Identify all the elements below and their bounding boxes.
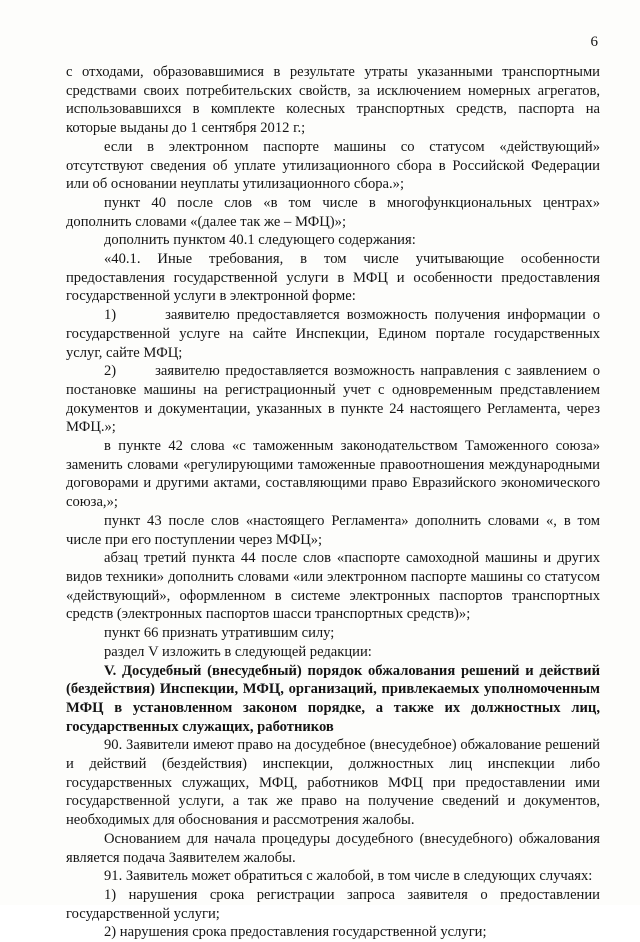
paragraph: 90. Заявители имеют право на досудебное (внесудебное) обжалование решений и действий (бездействия) инспекции, должностных лиц инспекции либо государственных служащих, МФЦ, работников МФЦ при предоставлении ими государственной услуги, а так же право на получение сведений и документов, необходимых для обоснования и рассмотрения жалобы. <box>66 737 600 829</box>
paragraph: пункт 40 после слов «в том числе в многофункциональных центрах» дополнить словами «(далее так же – МФЦ)»; <box>66 194 600 230</box>
paragraph: если в электронном паспорте машины со статусом «действующий» отсутствуют сведения об уплате утилизационного сбора в Российской Федерации или об основании неуплаты утилизационного сбора.»; <box>66 138 600 193</box>
section-heading: V. Досудебный (внесудебный) порядок обжалования решений и действий (бездействия) Инспекции, МФЦ, организаций, привлекаемых уполномоченным МФЦ в установленном законом порядке, а также их должностных лиц, государственных служащих, работников <box>66 662 600 735</box>
paragraph: Основанием для начала процедуры досудебного (внесудебного) обжалования является подача Заявителем жалобы. <box>66 830 600 866</box>
list-item: 2) заявителю предоставляется возможность направления с заявлением о постановке машины на регистрационный учет с одновременным представлением документов и документации, указанных в пункте 24 настоящего Регламента, через МФЦ.»; <box>66 363 600 436</box>
paragraph: дополнить пунктом 40.1 следующего содержания: <box>104 232 416 249</box>
document-body <box>66 63 600 942</box>
paragraph: раздел V изложить в следующей редакции: <box>104 643 372 660</box>
page-number: 6 <box>590 34 598 50</box>
paragraph: «40.1. Иные требования, в том числе учитывающие особенности предоставления государственной услуги в МФЦ и особенности предоставления государственной услуги в электронной форме: <box>66 251 600 305</box>
paragraph: в пункте 42 слова «с таможенным законодательством Таможенного союза» заменить словами «регулирующими таможенные правоотношения международными договорами и другими актами, составляющими право Евразийского экономического союза,»; <box>66 438 600 511</box>
list-item: 2) нарушения срока предоставления государственной услуги; <box>104 924 487 941</box>
paragraph: пункт 66 признать утратившим силу; <box>104 625 335 642</box>
paragraph: абзац третий пункта 44 после слов «паспорте самоходной машины и других видов техники» дополнить словами «или электронном паспорте машины со статусом «действующий», оформленном в системе электронных паспортов транспортных средств (электронных паспортов шасси транспортных средств)»; <box>66 550 600 623</box>
paragraph-continuation: с отходами, образовавшимися в результате утраты указанными транспортными средствами своих потребительских свойств, за исключением номерных агрегатов, использовавшихся в комплекте колесных транспортных средств, паспорта на которые выданы до 1 сентября 2012 г.; <box>66 64 600 137</box>
list-item: 1) нарушения срока регистрации запроса заявителя о предоставлении государственной услуги; <box>66 886 600 922</box>
list-item: 1) заявителю предоставляется возможность получения информации о государственной услуге на сайте Инспекции, Едином портале государственных услуг, сайте МФЦ; <box>66 307 600 361</box>
paragraph: пункт 43 после слов «настоящего Регламента» дополнить словами «, в том числе при его поступлении через МФЦ»; <box>66 512 600 548</box>
paragraph: 91. Заявитель может обратиться с жалобой, в том числе в следующих случаях: <box>104 868 593 885</box>
